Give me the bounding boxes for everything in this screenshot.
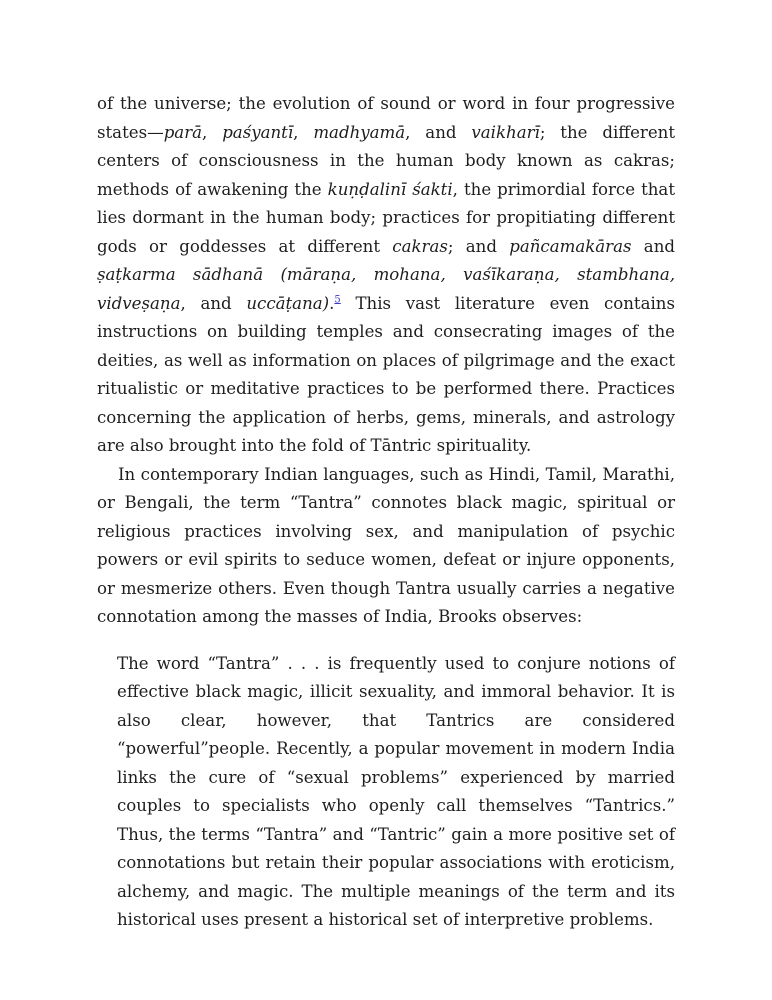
text-run: , the primordial force that lies dormant in the human body; practices for propitiating different gods or goddesses at different — [97, 179, 675, 256]
text-run: This vast literature even contains instructions on building temples and consecrating images of the deities, as well as information on places of pilgrimage and the exact ritualistic or meditative practices to be performed there. Practices concerning the application of herbs, gems, minerals, and astrology are also brought into the fold of Tāntric spirituality. — [97, 293, 675, 455]
italic-term-pancamakaras: pañcamakāras — [509, 236, 632, 256]
text-run: , — [202, 122, 223, 142]
document-page — [97, 90, 675, 935]
text-run: and — [631, 236, 676, 256]
italic-term-satkarma: ṣaṭkarma sādhanā (māraṇa, mohana, vaśīkaraṇa, stambhana, vidveṣaṇa — [97, 265, 675, 313]
italic-term-cakras: cakras — [392, 236, 448, 256]
italic-term-vaikhari: vaikharī — [471, 122, 540, 142]
footnote-link[interactable]: 5 — [334, 293, 341, 305]
italic-term-kundalini: kuṇḍalinī śakti — [327, 179, 453, 199]
text-run: , and — [405, 122, 472, 142]
text-run: , and — [180, 293, 247, 313]
text-run: ; and — [447, 236, 510, 256]
text-run: ; the different centers of consciousness in the human body known as cakras; methods of awakening the — [97, 122, 675, 199]
block-quote: The word “Tantra” . . . is frequently used to conjure notions of effective black magic, illicit sexuality, and immoral behavior. It is also clear, however, that Tantrics are considered “powerful”people. Recently, a popular movement in modern India links the cure of “sexual problems” experienced by married couples to specialists who openly call themselves “Tantrics.” Thus, the terms “Tantra” and “Tantric” gain a more positive set of connotations but retain their popular associations with eroticism, alchemy, and magic. The multiple meanings of the term and its historical uses present a historical set of interpretive problems. — [117, 653, 675, 929]
paragraph-2: In contemporary Indian languages, such as Hindi, Tamil, Marathi, or Bengali, the term “Tantra” connotes black magic, spiritual or religious practices involving sex, and manipulation of psychic powers or evil spirits to seduce women, defeat or injure opponents, or mesmerize others. Even though Tantra usually carries a negative connotation among the masses of India, Brooks observes: — [97, 464, 675, 626]
paragraph-1 — [97, 90, 675, 461]
text-run: of the universe; the evolution of sound or word in four progressive states— — [97, 94, 675, 142]
italic-term-pasyanti: paśyantī — [222, 122, 294, 142]
text-run: , — [293, 122, 314, 142]
italic-term-para: parā — [163, 122, 203, 142]
italic-term-madhyama: madhyamā — [313, 122, 406, 142]
italic-term-uccatana: uccāṭana). — [246, 293, 335, 313]
